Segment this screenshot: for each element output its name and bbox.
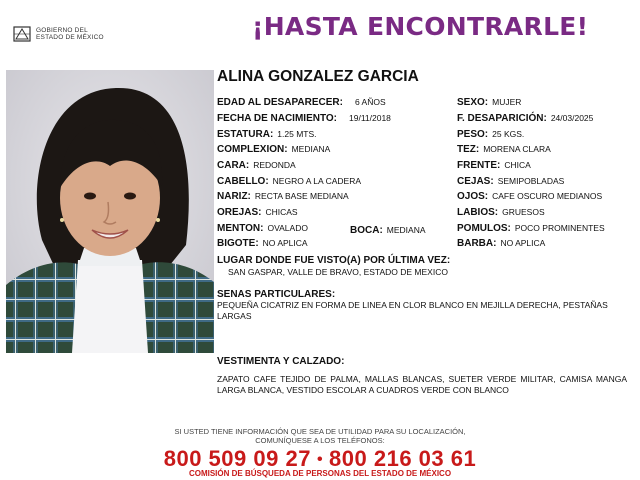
field-value: OVALADO [267,223,308,233]
field-edad [217,96,386,109]
field-label: PESO: [457,129,489,140]
field-value: 1.25 MTS. [277,129,317,139]
field-label: CEJAS: [457,176,494,187]
field-value: 19/11/2018 [349,113,391,123]
field-label: FRENTE: [457,160,501,171]
field-value: MEDIANA [386,225,426,235]
field-value: SEMIPOBLADAS [497,176,565,186]
phone-number-2: 800 216 03 61 [329,446,477,471]
field-estatura [217,128,317,141]
field-pomulos [457,222,605,235]
gov-line-1: GOBIERNO DEL [36,27,88,34]
field-label: OJOS: [457,191,489,202]
field-ojos [457,190,602,203]
field-value: MORENA CLARA [483,144,551,154]
field-value: MEDIANA [291,144,331,154]
field-tez [457,143,551,156]
field-value: CHICA [504,160,531,170]
last-seen-value: SAN GASPAR, VALLE DE BRAVO, ESTADO DE MEXICO [228,267,448,277]
gov-line-2: ESTADO DE MÉXICO [36,34,104,41]
field-value: 24/03/2025 [550,113,594,123]
government-name [36,27,104,41]
field-sexo [457,96,521,109]
field-value: NEGRO A LA CADERA [272,176,362,186]
field-value: CAFE OSCURO MEDIANOS [492,191,603,201]
field-label: MENTON: [217,223,264,234]
field-complexion [217,143,330,156]
field-peso [457,128,524,141]
field-label: BARBA: [457,238,497,249]
headline: ¡HASTA ENCONTRARLE! [252,12,589,41]
field-value: NO APLICA [262,238,308,248]
field-label: TEZ: [457,144,480,155]
person-name: ALINA GONZALEZ GARCIA [217,68,419,85]
field-cejas [457,175,564,188]
field-label: OREJAS: [217,207,262,218]
field-label: POMULOS: [457,223,511,234]
field-label: BOCA: [350,225,383,236]
field-cabello [217,175,361,188]
field-label: CARA: [217,160,250,171]
commission-name: COMISIÓN DE BÚSQUEDA DE PERSONAS DEL ESTADO DE MÉXICO [188,469,452,478]
field-bigote [217,237,308,250]
particular-signs-label: SENAS PARTICULARES: [217,289,336,300]
field-label: NARIZ: [217,191,251,202]
state-seal-icon [12,24,32,44]
field-label: LABIOS: [457,207,499,218]
field-f-desaparicion [457,112,593,125]
field-labios [457,206,545,219]
field-boca [350,224,426,237]
phone-separator: • [316,451,324,468]
field-value: MUJER [492,97,522,107]
field-value: GRUESOS [502,207,545,217]
field-value: 25 KGS. [492,129,525,139]
field-fecha-nacimiento [217,112,391,125]
government-logo [12,24,122,46]
field-label: FECHA DE NACIMIENTO: [217,113,337,124]
field-label: F. DESAPARICIÓN: [457,113,547,124]
phone-number-1: 800 509 09 27 [163,446,311,471]
field-orejas [217,206,298,219]
field-label: BIGOTE: [217,238,259,249]
clothing-label: VESTIMENTA Y CALZADO: [217,356,345,367]
field-label: EDAD AL DESAPARECER: [217,97,343,108]
particular-signs-value: PEQUEÑA CICATRIZ EN FORMA DE LINEA EN CLOR BLANCO EN MEJILLA DERECHA, PESTAÑAS LARGAS [217,300,608,321]
field-value: NO APLICA [500,238,546,248]
field-menton [217,222,308,235]
missing-person-photo [6,70,214,353]
field-label: COMPLEXION: [217,144,288,155]
field-value: RECTA BASE MEDIANA [254,191,349,201]
field-cara [217,159,296,172]
field-label: SEXO: [457,97,489,108]
field-value: REDONDA [253,160,296,170]
contact-notice-line-1: SI USTED TIENE INFORMACIÓN QUE SEA DE UTILIDAD PARA SU LOCALIZACIÓN, [174,427,466,436]
field-nariz [217,190,349,203]
field-value: POCO PROMINENTES [514,223,605,233]
contact-notice-line-2: COMUNÍQUESE A LOS TELÉFONOS: [255,436,385,445]
field-value: 6 AÑOS [354,97,386,107]
field-value: CHICAS [265,207,298,217]
field-barba [457,237,545,250]
field-frente [457,159,531,172]
clothing-value: ZAPATO CAFE TEJIDO DE PALMA, MALLAS BLANCAS, SUETER VERDE MILITAR, CAMISA MANGA LARGA BLANCA, VESTIDO ESCOLAR A CUADROS VERDE CON BLANCO [217,374,627,395]
last-seen-label: LUGAR DONDE FUE VISTO(A) POR ÚLTIMA VEZ: [217,255,451,266]
field-label: CABELLO: [217,176,269,187]
field-label: ESTATURA: [217,129,274,140]
